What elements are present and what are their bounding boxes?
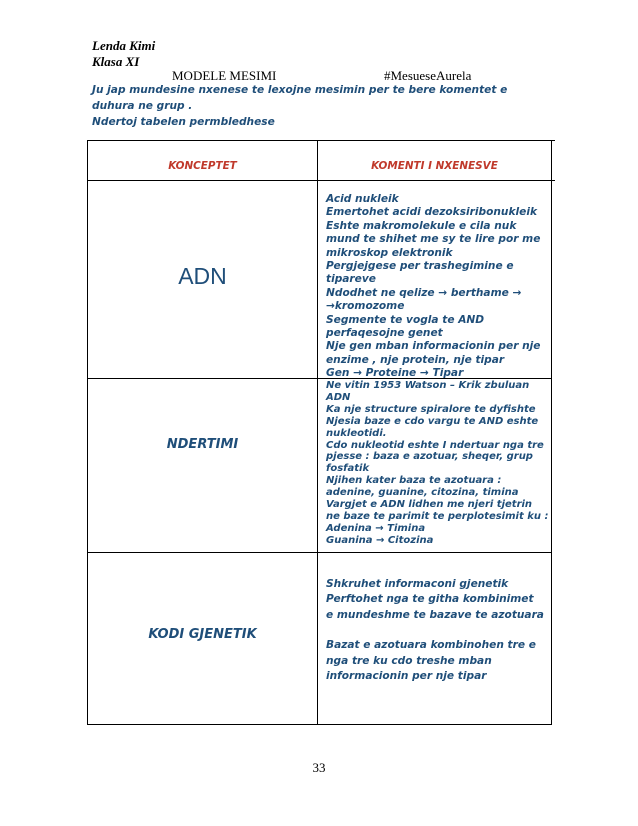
comment-line: e mundeshme te bazave te azotuara <box>326 608 544 621</box>
subject-label: Lenda Kimi <box>92 38 156 53</box>
header-divider <box>87 180 555 181</box>
comment-line: fosfatik <box>326 463 370 475</box>
comment-line: tipareve <box>326 273 376 286</box>
comment-line: Shkruhet informaconi gjenetik <box>326 578 509 590</box>
table-border-right <box>551 140 552 725</box>
comment-line: →kromozome <box>326 300 405 313</box>
comment-line: Vargjet e ADN lidhen me njeri tjetrin <box>326 499 533 511</box>
table-border-bottom <box>87 724 552 725</box>
comment-line: Gen → Proteine → Tipar <box>326 367 464 380</box>
concept-adn: ADN <box>178 263 227 289</box>
comment-line: enzime , nje protein, nje tipar <box>326 353 505 366</box>
intro-line: Ju jap mundesine nxenese te lexojne mesimin per te bere komentet e <box>92 84 508 96</box>
comments-ndertimi <box>326 380 548 547</box>
intro-line: duhura ne grup . <box>92 100 193 112</box>
table-border-top <box>87 140 555 141</box>
intro-text <box>92 82 532 130</box>
comment-line: Emertohet acidi dezoksiribonukleik <box>326 206 538 219</box>
comment-line: Perftohet nga te githa kombinimet <box>326 593 534 606</box>
comment-line: Bazat e azotuara kombinohen tre e <box>326 639 536 652</box>
page-number: 33 <box>312 760 326 775</box>
comment-line: nga tre ku cdo treshe mban <box>326 654 492 667</box>
comment-line: Ndodhet ne qelize → berthame → <box>326 286 522 299</box>
comment-line: Segmente te vogla te AND <box>326 313 485 326</box>
comment-line: mund te shihet me sy te lire por me <box>326 233 541 246</box>
comment-line: informacionin per nje tipar <box>326 670 487 683</box>
intro-line: Ndertoj tabelen permbledhese <box>92 116 275 128</box>
row-divider <box>87 552 552 553</box>
comment-line: pjesse : baza e azotuar, sheqer, grup <box>326 451 533 463</box>
comment-line: Acid nukleik <box>326 193 399 205</box>
comment-line: Eshte makromolekule e cila nuk <box>326 219 517 232</box>
comment-line: ne baze te parimit te perplotesimit ku : <box>326 510 549 522</box>
comment-line: Njihen kater baza te azotuara : <box>326 475 502 487</box>
column-header-comments: KOMENTI I NXENESVE <box>371 160 498 172</box>
comment-line-spacer <box>326 623 544 638</box>
concept-ndertimi: NDERTIMI <box>166 437 239 452</box>
comment-line: Ka nje structure spiralore te dyfishte <box>326 403 536 415</box>
concept-kodi-gjenetik: KODI GJENETIK <box>148 627 257 642</box>
comment-line: Pergjejgese per trashegimine e <box>326 260 514 273</box>
comment-line: mikroskop elektronik <box>326 246 453 259</box>
method-title: MODELE MESIMI <box>172 68 277 83</box>
column-header-concepts: KONCEPTET <box>168 160 237 172</box>
column-divider <box>317 140 318 725</box>
comment-line: Ne vitin 1953 Watson – Krik zbuluan <box>326 380 530 391</box>
comment-line: Njesia baze e cdo vargu te AND eshte <box>326 415 539 427</box>
comment-line: Nje gen mban informacionin per nje <box>326 340 541 353</box>
class-label: Klasa XI <box>92 54 140 69</box>
comment-line: Cdo nukleotid eshte I ndertuar nga tre <box>326 439 544 451</box>
comment-line: Adenina → Timina <box>326 522 426 534</box>
hashtag: #MesueseAurela <box>384 68 472 83</box>
comment-line: ADN <box>326 391 351 403</box>
comments-kodi-gjenetik <box>326 577 544 684</box>
comment-line: Guanina → Citozina <box>326 534 434 546</box>
comment-line: perfaqesojne genet <box>326 327 443 340</box>
comments-adn <box>326 193 540 381</box>
comment-line: adenine, guanine, citozina, timina <box>326 487 519 499</box>
comment-line: nukleotidi. <box>326 427 387 439</box>
